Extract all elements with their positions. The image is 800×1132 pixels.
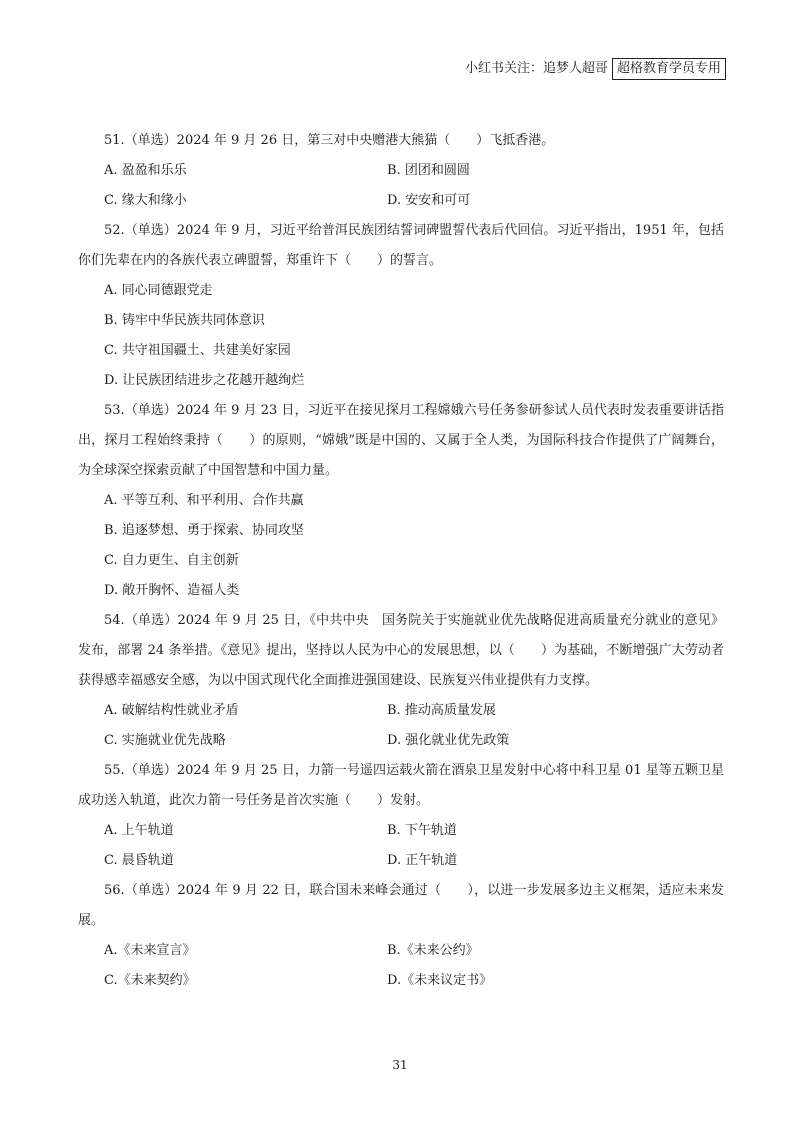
- option-d: D. 敞开胸怀、造福人类: [104, 583, 240, 598]
- question-stem: 54.（单选）2024 年 9 月 25 日，《中共中央 国务院关于实施就业优先战略促进高质量充分就业的意见》发布，部署 24 条举措。《意见》提出，坚持以人民为中心的发展思想，以（ ）为基础，不断增强广大劳动者获得感幸福感安全感，为以中国式现代化全面推进强国建设、民族复兴伟业提供有力支撑。: [78, 613, 724, 688]
- option-a: A. 破解结构性就业矛盾: [104, 703, 239, 718]
- option-b: B. 推动高质量发展: [387, 703, 496, 718]
- question-stem: 52.（单选）2024 年 9 月，习近平给普洱民族团结誓词碑盟誓代表后代回信。习近平指出，1951 年，包括你们先辈在内的各族代表立碑盟誓，郑重许下（ ）的誓言。: [78, 223, 724, 268]
- question-51: [78, 126, 724, 216]
- option-c: C. 缘大和缘小: [104, 193, 187, 208]
- option-c: C. 晨昏轨道: [104, 853, 174, 868]
- option-a: A.《未来宣言》: [104, 943, 196, 958]
- option-c: C.《未来契约》: [104, 973, 196, 988]
- question-54: [78, 606, 724, 756]
- question-stem: 56.（单选）2024 年 9 月 22 日，联合国未来峰会通过（ ），以进一步发展多边主义框架，适应未来发展。: [78, 883, 724, 928]
- option-b: B. 铸牢中华民族共同体意识: [104, 313, 265, 328]
- option-a: A. 盈盈和乐乐: [104, 163, 187, 178]
- page-header: [465, 58, 726, 80]
- question-list: [78, 126, 724, 996]
- option-c: C. 实施就业优先战略: [104, 733, 226, 748]
- option-c: C. 共守祖国疆土、共建美好家园: [104, 343, 291, 358]
- options: [78, 816, 724, 876]
- option-d: D. 安安和可可: [387, 193, 471, 208]
- question-52: [78, 216, 724, 396]
- option-a: A. 上午轨道: [104, 823, 174, 838]
- question-56: [78, 876, 724, 996]
- question-stem: 51.（单选）2024 年 9 月 26 日，第三对中央赠港大熊猫（ ）飞抵香港。: [104, 133, 555, 148]
- option-a: A. 同心同德跟党走: [104, 283, 213, 298]
- option-b: B. 追逐梦想、勇于探索、协同攻坚: [104, 523, 304, 538]
- option-b: B. 下午轨道: [387, 823, 457, 838]
- question-53: [78, 396, 724, 606]
- option-d: D.《未来议定书》: [387, 973, 493, 988]
- student-badge: 超格教育学员专用: [612, 58, 726, 80]
- options: [78, 276, 724, 396]
- option-b: B.《未来公约》: [387, 943, 479, 958]
- option-a: A. 平等互利、和平利用、合作共赢: [104, 493, 304, 508]
- option-d: D. 让民族团结进步之花越开越绚烂: [104, 373, 305, 388]
- options: [78, 486, 724, 606]
- follow-text: 小红书关注：追梦人超哥: [464, 61, 608, 76]
- option-d: D. 强化就业优先政策: [387, 733, 510, 748]
- options: [78, 936, 724, 996]
- option-c: C. 自力更生、自主创新: [104, 553, 239, 568]
- question-stem: 55.（单选）2024 年 9 月 25 日，力箭一号遥四运载火箭在酒泉卫星发射中心将中科卫星 01 星等五颗卫星成功送入轨道，此次力箭一号任务是首次实施（ ）发射。: [78, 763, 724, 808]
- options: [78, 156, 724, 216]
- question-55: [78, 756, 724, 876]
- question-stem: 53.（单选）2024 年 9 月 23 日，习近平在接见探月工程嫦娥六号任务参研参试人员代表时发表重要讲话指出，探月工程始终秉持（ ）的原则，“嫦娥”既是中国的、又属于全人类，为国际科技合作提供了广阔舞台，为全球深空探索贡献了中国智慧和中国力量。: [78, 403, 724, 478]
- page-number: 31: [392, 1058, 408, 1072]
- options: [78, 696, 724, 756]
- option-d: D. 正午轨道: [387, 853, 458, 868]
- option-b: B. 团团和圆圆: [387, 163, 470, 178]
